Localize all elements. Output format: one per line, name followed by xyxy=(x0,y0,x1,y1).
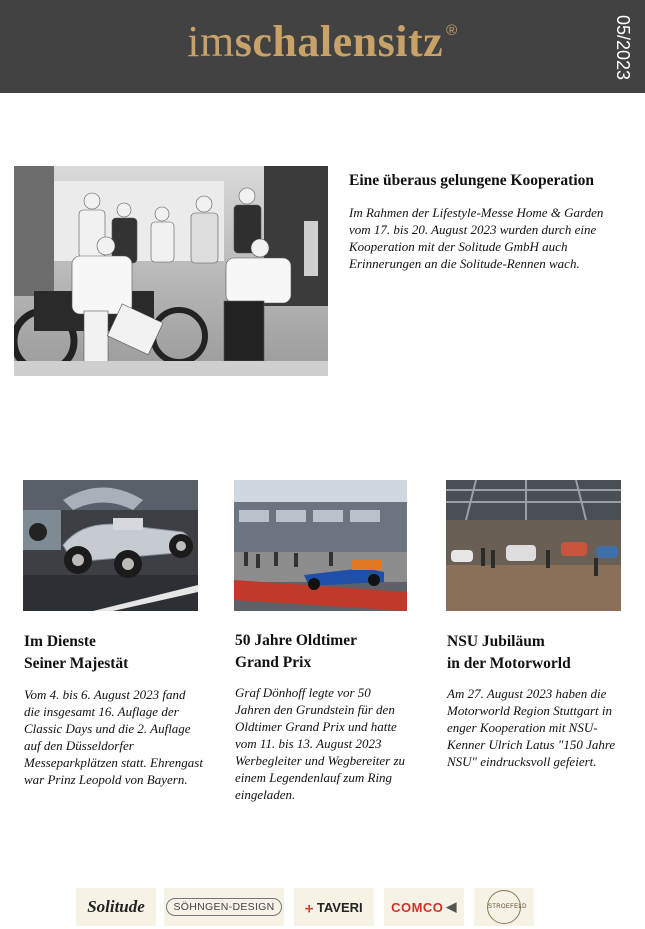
article-title-1 xyxy=(24,631,214,674)
sponsor-comco-logo xyxy=(384,888,464,926)
article-title-3-line1: NSU Jubiläum xyxy=(447,633,545,650)
article-photo-2 xyxy=(234,480,407,611)
article-title-2-line1: 50 Jahre Oldtimer xyxy=(235,632,357,649)
feature-title: Eine überaus gelungene Kooperation xyxy=(349,172,595,189)
sponsor-bar xyxy=(76,888,536,928)
article-text-3: Am 27. August 2023 haben die Motorworld Region Stuttgart in enger Kooperation mit NSU-Kenner Ulrich Latus "150 Jahre NSU" eindrucksvoll gefeiert. xyxy=(447,686,616,769)
issue-number xyxy=(606,12,640,82)
article-title-2 xyxy=(235,630,425,673)
article-text-2: Graf Dönhoff legte vor 50 Jahren den Grundstein für den Oldtimer Grand Prix und hatte vom 11. bis 13. August 2023 Werbegleiter und Wegbereiter zu einem Legendenlauf zum Ring eingeladen. xyxy=(235,685,406,802)
magazine-header xyxy=(0,0,645,93)
article-photo-1 xyxy=(23,480,198,611)
sponsor-sohngen-logo xyxy=(164,888,284,926)
issue-number-text: 05/2023 xyxy=(613,14,634,80)
feature-photo xyxy=(14,166,328,376)
article-title-1-line2: Seiner Majestät xyxy=(24,654,129,672)
brand-logo-light: im xyxy=(187,17,235,66)
article-photo-3 xyxy=(446,480,621,611)
brand-logo xyxy=(0,16,645,67)
sponsor-taveri-logo xyxy=(294,888,374,926)
article-text-1: Vom 4. bis 6. August 2023 fand die insgesamt 16. Auflage der Classic Days und die 2. Auflage auf den Düsseldorfer Messeparkplätzen statt. Ehrengast war Prinz Leopold von Bayern. xyxy=(24,687,203,787)
sponsor-stroefeld-text: STROEFELD xyxy=(487,890,521,924)
comco-mark-icon: ◀ xyxy=(446,899,457,914)
sponsor-comco-text: COMCO xyxy=(391,899,444,915)
article-title-3 xyxy=(447,631,637,674)
article-title-3-line2: in der Motorworld xyxy=(447,654,571,672)
sponsor-solitude-logo xyxy=(76,888,156,926)
feature-text: Im Rahmen der Lifestyle-Messe Home & Garden vom 17. bis 20. August 2023 wurden durch eine Kooperation mit der Solitude GmbH auch Erinnerungen an die Solitude-Rennen wach. xyxy=(349,205,604,271)
article-title-2-line2: Grand Prix xyxy=(235,653,312,671)
taveri-mark-icon: ⧾ xyxy=(305,898,313,916)
registered-mark: ® xyxy=(446,22,458,39)
sponsor-solitude-text: Solitude xyxy=(87,897,145,916)
article-title-1-line1: Im Dienste xyxy=(24,633,96,650)
sponsor-sohngen-text: SÖHNGEN-DESIGN xyxy=(166,898,281,916)
brand-logo-bold: schalensitz xyxy=(234,17,444,66)
sponsor-stroefeld-logo xyxy=(474,888,534,926)
sponsor-taveri-text: TAVERI xyxy=(316,899,363,915)
